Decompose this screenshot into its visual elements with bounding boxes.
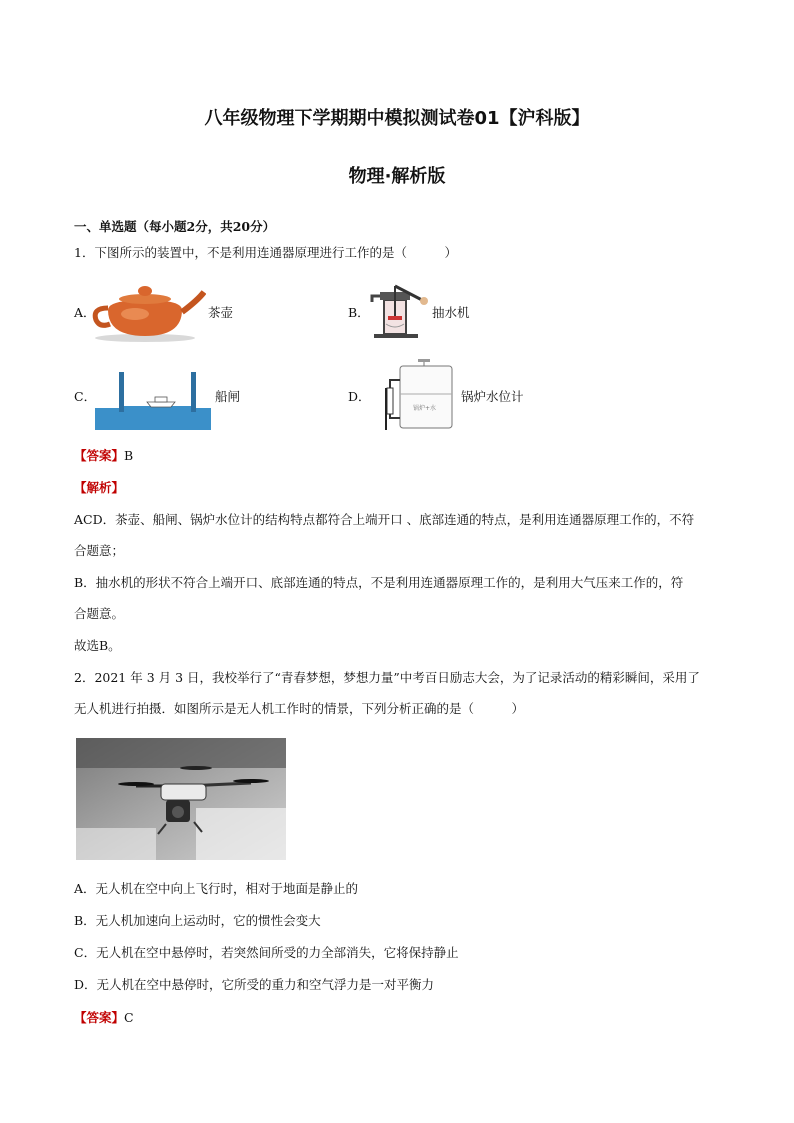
ship-lock-icon	[95, 372, 211, 430]
q1-option-d-letter: D．	[348, 389, 371, 404]
q1-option-c-letter: C．	[74, 389, 97, 404]
boiler-gauge-icon	[378, 358, 456, 432]
answer-value: B	[124, 448, 134, 463]
page-subtitle: 物理·解析版	[348, 166, 446, 187]
answer-value: C	[124, 1010, 134, 1025]
water-pump-icon	[370, 280, 430, 340]
q1-stem: 1．下图所示的装置中，不是利用连通器原理进行工作的是（ ）	[74, 245, 457, 260]
q1-answer	[74, 448, 133, 464]
q2-option: A．无人机在空中向上飞行时，相对于地面是静止的	[74, 881, 359, 896]
q2-option: D．无人机在空中悬停时，它所受的重力和空气浮力是一对平衡力	[74, 977, 435, 992]
section-heading: 一、单选题（每小题2分，共20分）	[74, 219, 276, 234]
q1-option-b-letter: B．	[348, 305, 370, 320]
q2-option: C．无人机在空中悬停时，若突然间所受的力全部消失，它将保持静止	[74, 945, 459, 960]
q2-answer	[74, 1010, 134, 1026]
teapot-icon	[90, 278, 206, 344]
q2-stem-line: 无人机进行拍摄．如图所示是无人机工作时的情景，下列分析正确的是（ ）	[74, 701, 525, 716]
analysis-line: ACD．茶壶、船闸、锅炉水位计的结构特点都符合上端开口 、底部连通的特点，是利用连通器原理工作的，不符	[74, 512, 695, 527]
q1-option-d-label: 锅炉水位计	[461, 389, 524, 404]
boiler-label: 锅炉+水	[413, 405, 437, 412]
analysis-tag: 【解析】	[74, 480, 125, 495]
q2-option: B．无人机加速向上运动时，它的惯性会变大	[74, 913, 321, 928]
q1-option-c-label: 船闸	[215, 389, 241, 404]
answer-tag: 【答案】	[74, 448, 125, 463]
analysis-line: 合题意。	[74, 606, 125, 621]
analysis-line: 合题意；	[74, 543, 125, 558]
q1-option-a-label: 茶壶	[208, 305, 234, 320]
analysis-line: B．抽水机的形状不符合上端开口、底部连通的特点，不是利用连通器原理工作的，是利用大气压来工作的，符	[74, 575, 684, 590]
q1-option-a-letter: A．	[74, 305, 96, 320]
q1-option-b-label: 抽水机	[432, 305, 470, 320]
page-title: 八年级物理下学期期中模拟测试卷01【沪科版】	[204, 108, 590, 129]
answer-tag: 【答案】	[74, 1010, 125, 1025]
drone-photo-icon	[76, 738, 286, 860]
q2-stem-line: 2．2021 年 3 月 3 日，我校举行了“青春梦想，梦想力量”中考百日励志大会，为了记录活动的精彩瞬间，采用了	[74, 670, 700, 685]
analysis-line: 故选B。	[74, 638, 121, 653]
